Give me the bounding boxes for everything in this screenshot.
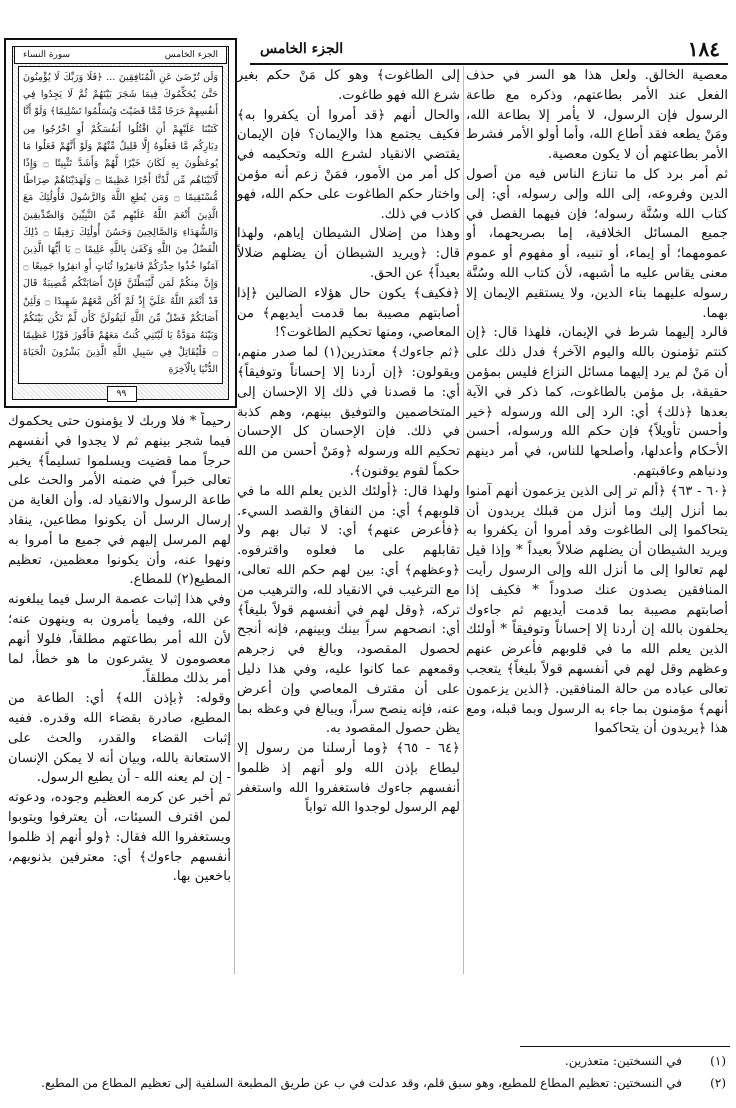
footnote-number: (٢) xyxy=(710,1076,726,1090)
text-column-right xyxy=(466,66,728,976)
page-header xyxy=(250,37,726,63)
footnote xyxy=(20,1050,726,1072)
paragraph: ﴿٦٠ - ٦٣﴾ ﴿ألم تر إلى الذين يزعمون أنهم آمنوا بما أنزل إليك وما أنزل من قبلك يريدون أن يتحاكموا إلى الطاغوت وقد أمروا أن يكفروا به ويريد الشيطان أن يضلهم ضلالاً بعيداً * وإذا قيل لهم تعالوا إلى ما أنزل الله وإلى الرسول رأيت المنافقين يصدون عنك صدوداً * فكيف إذا أصابتهم مصيبة بما قدمت أيديهم ثم جاءوك يحلفون بالله إن أردنا إلا إحساناً وتوفيقاً * أولئك الذين يعلم الله ما في قلوبهم فأعرض عنهم وعظهم وقل لهم في أنفسهم قولاً بليغاً﴾ يتعجب تعالى عباده من حالة المنافقين. ﴿الذين يزعمون أنهم﴾ مؤمنون بما جاء به الرسول وبما قبله، ومع هذا ﴿يريدون أن يتحاكموا xyxy=(466,483,728,737)
mushaf-header-bar xyxy=(14,46,227,64)
paragraph: وفي هذا إثبات عصمة الرسل فيما يبلغونه عن الله، وفيما يأمرون به وينهون عنه؛ لأن الله أمر بطاعتهم مطلقاً، فلولا أنهم معصومون لا يشرعون ما هو خطأ، لما أمر بذلك مطلقاً. xyxy=(8,592,231,687)
footnote-text: في النسختين: متعذرين. xyxy=(564,1054,682,1068)
mushaf-page-frame xyxy=(4,38,237,408)
paragraph: وقوله: ﴿بإذن الله﴾ أي: الطاعة من المطيع، صادرة بقضاء الله وقدره. ففيه إثبات القضاء والقدر، والحث على الاستعانة بالله، وبيان أنه لا يمكن الإنسان - إن لم يعنه الله - أن يطيع الرسول. xyxy=(8,691,231,786)
paragraph: إلى الطاغوت﴾ وهو كل مَنْ حكم بغير شرع الله فهو طاغوت. xyxy=(237,68,460,103)
paragraph: ثم أمر برد كل ما تنازع الناس فيه من أصول الدين وفروعه، إلى الله وإلى رسوله، أي: إلى كتاب الله وسُنَّة رسوله؛ فإن فيهما الفصل في جميع المسائل الخلافية، إما بصريحهما، أو عمومهما؛ أو إيماء، أو تنبيه، أو مفهوم أو عموم معنى يقاس عليه ما أشبهه، لأن كتاب الله وسُنَّة رسوله عليهما بناء الدين، ولا يستقيم الإيمان إلا بهما. xyxy=(466,166,728,321)
mushaf-page-number: ٩٩ xyxy=(107,386,137,402)
paragraph: ثم أخبر عن كرمه العظيم وجوده، ودعوته لمن اقترف السيئات، أن يعترفوا ويتوبوا ويستغفروا الله فقال: ﴿ولو أنهم إذ ظلموا أنفسهم جاءوك﴾ أي: معترفين بذنوبهم، باخعين بها. xyxy=(8,790,231,885)
footnote-number: (١) xyxy=(710,1054,726,1068)
footnote-rule xyxy=(520,1046,730,1047)
juz-title: الجزء الخامس xyxy=(260,41,344,57)
text-column-middle xyxy=(237,66,460,976)
paragraph: ﴿ثم جاءوك﴾ معتذرين(١) لما صدر منهم، ويقولون: ﴿إن أردنا إلا إحساناً وتوفيقاً﴾ أي: ما قصدنا في ذلك إلا الإحسان إلى المتخاصمين والتوفيق بينهم، وهم كذبة في ذلك. فإن الإحسان كل الإحسان تحكيم الله ورسوله ﴿ومَنْ أحسن من الله حكماً لقوم يوقنون﴾. xyxy=(237,345,460,479)
paragraph: رحيماً * فلا وربك لا يؤمنون حتى يحكموك فيما شجر بينهم ثم لا يجدوا في أنفسهم حرجاً مما قضيت ويسلموا تسليماً﴾ يخبر تعالى خبراً في ضمنه الأمر والحث على طاعة الرسول والانقياد له. وأن الغاية من إرسال الرسل أن يكونوا مطاعين، ينقاد لهم المرسل إليهم في جميع ما أمروا به ونهوا عنه، وأن يكونوا معظمين، تعظيم المطيع(٢) للمطاع. xyxy=(8,414,231,588)
footnotes xyxy=(20,1050,726,1094)
paragraph: ﴿فكيف﴾ يكون حال هؤلاء الضالين ﴿إذا أصابتهم مصيبة بما قدمت أيديهم﴾ من المعاصي، ومنها تحكيم الطاغوت؟! xyxy=(237,285,460,341)
footnote xyxy=(20,1072,726,1094)
paragraph: ولهذا قال: ﴿أولئك الذين يعلم الله ما في قلوبهم﴾ أي: من النفاق والقصد السيء. ﴿فأعرض عنهم﴾ أي: لا تبال بهم ولا تقابلهم على ما فعلوه واقترفوه. ﴿وعظهم﴾ أي: بين لهم حكم الله تعالى، مع الترغيب في الانقياد لله، والترهيب من تركه، ﴿وقل لهم في أنفسهم قولاً بليغاً﴾ أي: انصحهم سراً بينك وبينهم، فإنه أنجح لحصول المقصود، وبالغ في زجرهم وقمعهم عما كانوا عليه، وفي هذا دليل على أن مقترف المعاصي وإن أعرض عنه، فإنه ينصح سراً، ويبالغ في وعظه بما يظن حصول المقصود به. xyxy=(237,483,460,737)
column-divider xyxy=(234,410,235,974)
paragraph: معصية الخالق. ولعل هذا هو السر في حذف الفعل عند الأمر بطاعتهم، وذكره مع طاعة الرسول فإن الرسول، لا يأمر إلا بطاعة الله، ومَنْ يطعه فقد أطاع الله، وأما أولو الأمر فشرط الأمر بطاعتهم أن لا يكون معصية. xyxy=(466,68,728,163)
paragraph: والحال أنهم ﴿قد أمروا أن يكفروا به﴾ فكيف يجتمع هذا والإيمان؟ فإن الإيمان يقتضي الانقياد لشرع الله وتحكيمه في كل أمر من الأمور، فمَنْ زعم أنه مؤمن واختار حكم الطاغوت على حكم الله، فهو كاذب في ذلك. xyxy=(237,107,460,222)
footnote-text: في النسختين: تعظيم المطاع للمطيع، وهو سبق قلم، وقد عدلت في ب عن طريق المطبعة السلفية إلى تعظيم المطاع من المطيع. xyxy=(41,1076,682,1090)
mushaf-surah-label: سورة النساء xyxy=(23,50,71,60)
page-number: ١٨٤ xyxy=(687,37,720,61)
text-column-left xyxy=(8,412,231,976)
paragraph: وهذا من إضلال الشيطان إياهم، ولهذا قال: ﴿ويريد الشيطان أن يضلهم ضلالاً بعيداً﴾ عن الحق. xyxy=(237,226,460,281)
paragraph: فالرد إليهما شرط في الإيمان، فلهذا قال: ﴿إن كنتم تؤمنون بالله واليوم الآخر﴾ فدل ذلك على أن مَنْ لم يرد إليهما مسائل النزاع فليس بمؤمن حقيقة، بل مؤمن بالطاغوت، كما ذكر في الآية بعدها ﴿ذلك﴾ أي: الرد إلى الله ورسوله ﴿خير وأحسن تأويلاً﴾ فإن حكم الله ورسوله، أحسن الأحكام وأعدلها، وأصلحها للناس، في أمر دينهم ودنياهم وعاقبتهم. xyxy=(466,325,728,479)
column-divider xyxy=(463,66,464,974)
paragraph: ﴿٦٤ - ٦٥﴾ ﴿وما أرسلنا من رسول إلا ليطاع بإذن الله ولو أنهم إذ ظلموا أنفسهم جاءوك فاستغفروا الله واستغفر لهم الرسول لوجدوا الله تواباً xyxy=(237,741,460,816)
mushaf-juz-label: الجزء الخامس xyxy=(164,50,218,60)
header-rule xyxy=(250,63,728,65)
mushaf-quran-text: وَلَن تُرْضَىٰ عَنِ الْمُنَافِقِينَ ... ﴿فَلَا وَرَبِّكَ لَا يُؤْمِنُونَ حَتَّىٰ يُحَكِّمُوكَ فِيمَا شَجَرَ بَيْنَهُمْ ثُمَّ لَا يَجِدُوا فِي أَنفُسِهِمْ حَرَجًا مِّمَّا قَضَيْتَ وَيُسَلِّمُوا تَسْلِيمًا﴾ وَلَوْ أَنَّا كَتَبْنَا عَلَيْهِمْ أَنِ اقْتُلُوا أَنفُسَكُمْ أَوِ اخْرُجُوا مِن دِيَارِكُم مَّا فَعَلُوهُ إِلَّا قَلِيلٌ مِّنْهُمْ وَلَوْ أَنَّهُمْ فَعَلُوا مَا يُوعَظُونَ بِهِ لَكَانَ خَيْرًا لَّهُمْ وَأَشَدَّ تَثْبِيتًا ۝ وَإِذًا لَّآتَيْنَاهُم مِّن لَّدُنَّا أَجْرًا عَظِيمًا ۝ وَلَهَدَيْنَاهُمْ صِرَاطًا مُّسْتَقِيمًا ۝ وَمَن يُطِعِ اللَّهَ وَالرَّسُولَ فَأُولَٰئِكَ مَعَ الَّذِينَ أَنْعَمَ اللَّهُ عَلَيْهِم مِّنَ النَّبِيِّينَ وَالصِّدِّيقِينَ وَالشُّهَدَاءِ وَالصَّالِحِينَ وَحَسُنَ أُولَٰئِكَ رَفِيقًا ۝ ذَٰلِكَ الْفَضْلُ مِنَ اللَّهِ وَكَفَىٰ بِاللَّهِ عَلِيمًا ۝ يَا أَيُّهَا الَّذِينَ آمَنُوا خُذُوا حِذْرَكُمْ فَانفِرُوا ثُبَاتٍ أَوِ انفِرُوا جَمِيعًا ۝ وَإِنَّ مِنكُمْ لَمَن لَّيُبَطِّئَنَّ فَإِنْ أَصَابَتْكُم مُّصِيبَةٌ قَالَ قَدْ أَنْعَمَ اللَّهُ عَلَيَّ إِذْ لَمْ أَكُن مَّعَهُمْ شَهِيدًا ۝ وَلَئِنْ أَصَابَكُمْ فَضْلٌ مِّنَ اللَّهِ لَيَقُولَنَّ كَأَن لَّمْ تَكُن بَيْنَكُمْ وَبَيْنَهُ مَوَدَّةٌ يَا لَيْتَنِي كُنتُ مَعَهُمْ فَأَفُوزَ فَوْزًا عَظِيمًا ۝ فَلْيُقَاتِلْ فِي سَبِيلِ اللَّهِ الَّذِينَ يَشْرُونَ الْحَيَاةَ الدُّنْيَا بِالْآخِرَةِ xyxy=(18,66,223,384)
